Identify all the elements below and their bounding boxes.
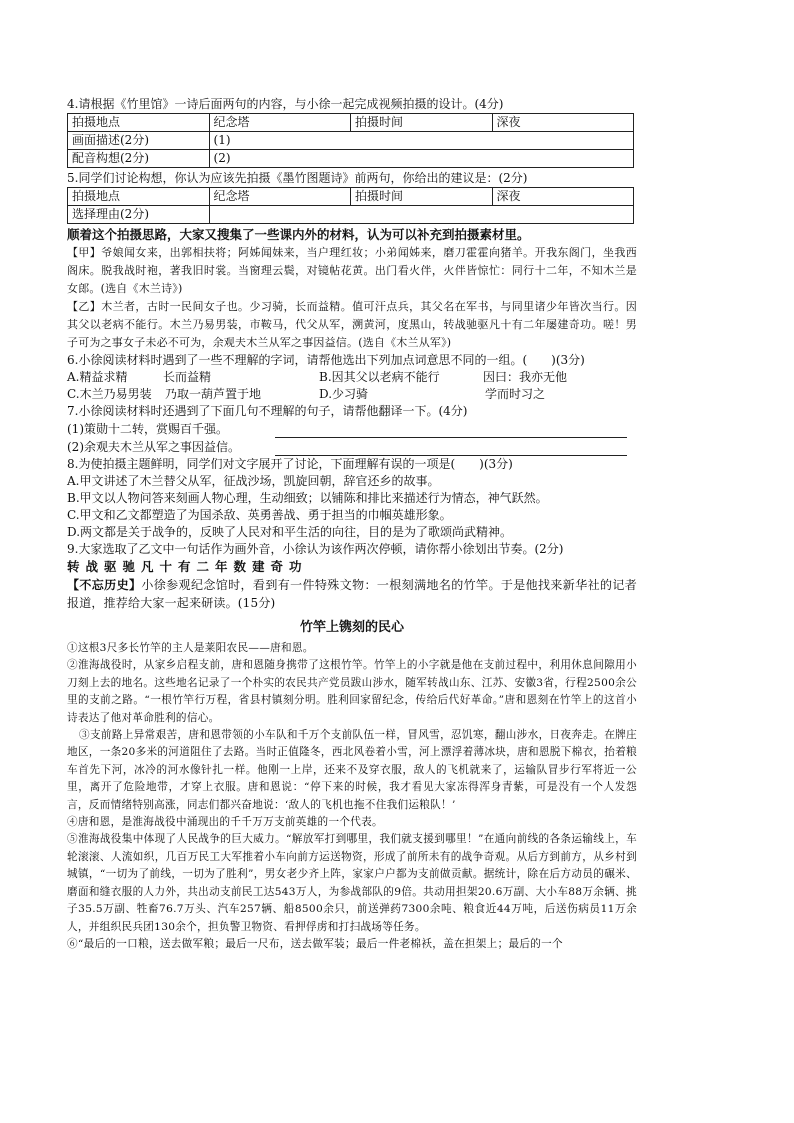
article-paragraph: ②淮海战役时，从家乡启程支前，唐和恩随身携带了这根竹竿。竹竿上的小字就是他在支前过程中，利用休息间隙用小刀刻上去的地名。这些地名记录了一个朴实的农民共产党员跋山涉水，随军转战山东、江苏、安徽3省，行程2500余公里的支前之路。“一根竹竿行万程，省县村镇刻分明。胜利回家留纪念，传给后代好革命。”唐和恩刻在竹竿上的这首小诗表达了他对革命胜利的信心。	[67, 659, 637, 724]
question-7-prompt: 7.小徐阅读材料时还遇到了下面几句不理解的句子，请帮他翻译一下。(4分)	[67, 404, 468, 418]
answer-line[interactable]	[275, 425, 627, 438]
option-d[interactable]: D.两文都是关于战争的，反映了人民对和平生活的向往，目的是为了歌颂尚武精神。	[67, 525, 513, 539]
table-cell: 选择理由(2分)	[68, 206, 210, 224]
option-a[interactable]: A.甲文讲述了木兰替父从军，征战沙场，凯旋回朝，辞官还乡的故事。	[67, 474, 440, 488]
question-4-prompt: 4.请根据《竹里馆》一诗后面两句的内容，与小徐一起完成视频拍摄的设计。(4分)	[67, 97, 504, 111]
article-paragraph: ⑤淮海战役集中体现了人民战争的巨大威力。“解放军打到哪里，我们就支援到哪里！”在通向前线的各条运输线上，车轮滚滚、人流如织，几百万民工大军推着小车向前方运送物资，形成了前所未有的战争奇观。从后方到前方，从乡村到城镇，“一切为了前线，一切为了胜利”，男女老少齐上阵，家家户户都为支前做贡献。据统计，除在后方动员的碾米、磨面和缝衣服的人力外，共出动支前民工达543万人，为参战部队的9倍。共动用担架20.6万副、大小车88万余辆、挑子35.5万副、牲畜76.7万头、汽车257辆、船8500余只，前送弹药7300余吨、粮食近44万吨，后送伤病员11万余人，并组织民兵团130余个，担负警卫物资、看押俘虏和打扫战场等任务。	[67, 833, 637, 933]
question-9-prompt: 9.大家选取了乙文中一句话作为画外音，小徐认为该作两次停顿，请你帮小徐划出节奏。(2分)	[67, 542, 564, 556]
rhythm-sentence[interactable]: 转战驱驰凡十有二年数建奇功	[67, 559, 308, 574]
question-8-prompt: 8.为使拍摄主题鲜明，同学们对文字展开了讨论，下面理解有误的一项是( )(3分)	[67, 457, 513, 471]
table-row	[68, 132, 634, 150]
question-7-item	[67, 438, 637, 456]
option-text[interactable]: A.精益求精	[67, 370, 128, 384]
section-tag: 【不忘历史】	[67, 578, 142, 592]
option-text[interactable]: D.少习骑	[319, 387, 369, 401]
table-row	[68, 206, 634, 224]
option-text: 因曰：我亦无他	[483, 370, 568, 384]
sentence-text: (2)余观夫木兰从军之事因益信。	[67, 440, 240, 454]
history-intro	[67, 576, 637, 612]
option-text: 乃取一葫芦置于地	[165, 387, 262, 401]
answer-cell[interactable]: (1)	[209, 132, 633, 150]
table-cell: 画面描述(2分)	[68, 132, 210, 150]
article-paragraph: ③支前路上异常艰苦，唐和恩带领的小车队和千万个支前队伍一样，冒风雪，忍饥寒，翻山涉水，日夜奔走。在牌庄地区，一条20多米的河道阻住了去路。当时正值隆冬，西北风卷着小雪，河上漂浮着薄冰块，唐和恩脱下棉衣，抬着粮车首先下河，冰冷的河水像针扎一样。他刚一上岸，还来不及穿衣服，敌人的飞机就来了，运输队冒步行军将近一公里，离开了危险地带，才穿上衣服。唐和恩说：“停下来的时候，我才看见大家冻得浑身青紫，可是没有一个人发怨言，反而情绪特别高涨，同志们都兴奋地说：‘敌人的飞机也拖不住我们运粮队！’	[67, 729, 637, 811]
table-row	[68, 114, 634, 132]
question-6-prompt: 6.小徐阅读材料时遇到了一些不理解的字词，请帮他选出下列加点词意思不同的一组。( )(3分)	[67, 353, 585, 367]
table-cell: 深夜	[492, 188, 634, 206]
question-5-table	[67, 187, 634, 224]
table-cell: 纪念塔	[209, 114, 350, 132]
history-text: 小徐参观纪念馆时，看到有一件特殊文物：一根刻满地名的竹竿。于是他找来新华社的记者报道，推荐给大家一起来研读。(15分)	[67, 578, 637, 610]
exam-page	[67, 96, 637, 953]
material-intro: 顺着这个拍摄思路，大家又搜集了一些课内外的材料，认为可以补充到拍摄素材里。	[67, 227, 530, 242]
article-paragraph: ⑥“最后的一口粮，送去做军粮；最后一尺布，送去做军装；最后一件老棉袄，盖在担架上；最后的一个	[67, 937, 563, 950]
article-paragraph: ①这根3尺多长竹竿的主人是莱阳农民——唐和恩。	[67, 642, 314, 654]
question-6-options-row-1	[67, 369, 637, 386]
option-text: 长而益精	[163, 370, 212, 384]
table-cell: 拍摄时间	[351, 114, 492, 132]
table-cell: 拍摄时间	[351, 188, 492, 206]
article-title: 竹竿上镌刻的民心	[299, 620, 404, 635]
option-text[interactable]: C.木兰乃易男装	[67, 387, 152, 401]
passage-yi: 【乙】木兰者，古时一民间女子也。少习骑，长而益精。值可汗点兵，其父名在军书，与同里诸少年皆次当行。因其父以老病不能行。木兰乃易男装，市鞍马，代父从军，溯黄河，度黑山，转战驰驱凡十有二年屡建奇功。嗟！男子可为之事女子未必不可为，余观夫木兰从军之事因益信。(选自《木兰从军》)	[67, 300, 637, 349]
question-5-prompt: 5.同学们讨论构想，你认为应该先拍摄《墨竹图题诗》前两句，你给出的建议是：(2分)	[67, 171, 528, 185]
option-text: 学而时习之	[485, 387, 546, 401]
answer-cell[interactable]	[209, 206, 633, 224]
table-cell: 配音构想(2分)	[68, 150, 210, 168]
table-row	[68, 150, 634, 168]
table-cell: 深夜	[492, 114, 634, 132]
passage-jia: 【甲】爷娘闻女来，出郭相扶将；阿姊闻妹来，当户理红妆；小弟闻姊来，磨刀霍霍向猪羊。开我东阁门，坐我西阁床。脱我战时袍，著我旧时裳。当窗理云鬓，对镜帖花黄。出门看火伴，火伴皆惊忙：同行十二年，不知木兰是女郎。(选自《木兰诗》)	[67, 246, 637, 295]
sentence-text: (1)策勋十二转，赏赐百千强。	[67, 422, 228, 436]
table-cell: 拍摄地点	[68, 114, 210, 132]
question-6-options-row-2	[67, 386, 637, 403]
table-row	[68, 188, 634, 206]
table-cell: 拍摄地点	[68, 188, 210, 206]
option-c[interactable]: C.甲文和乙文都塑造了为国杀敌、英勇善战、勇于担当的巾帼英雄形象。	[67, 508, 452, 522]
article-paragraph: ④唐和恩，是淮海战役中涌现出的千千万万支前英雄的一个代表。	[67, 816, 383, 829]
question-4-table	[67, 113, 634, 168]
option-b[interactable]: B.甲文以人物问答来刻画人物心理，生动细致；以铺陈和排比来描述行为情态，神气跃然。	[67, 491, 548, 505]
table-cell: 纪念塔	[209, 188, 350, 206]
question-7-item	[67, 420, 637, 438]
answer-line[interactable]	[275, 443, 627, 456]
option-text[interactable]: B.因其父以老病不能行	[319, 370, 440, 384]
answer-cell[interactable]: (2)	[209, 150, 633, 168]
